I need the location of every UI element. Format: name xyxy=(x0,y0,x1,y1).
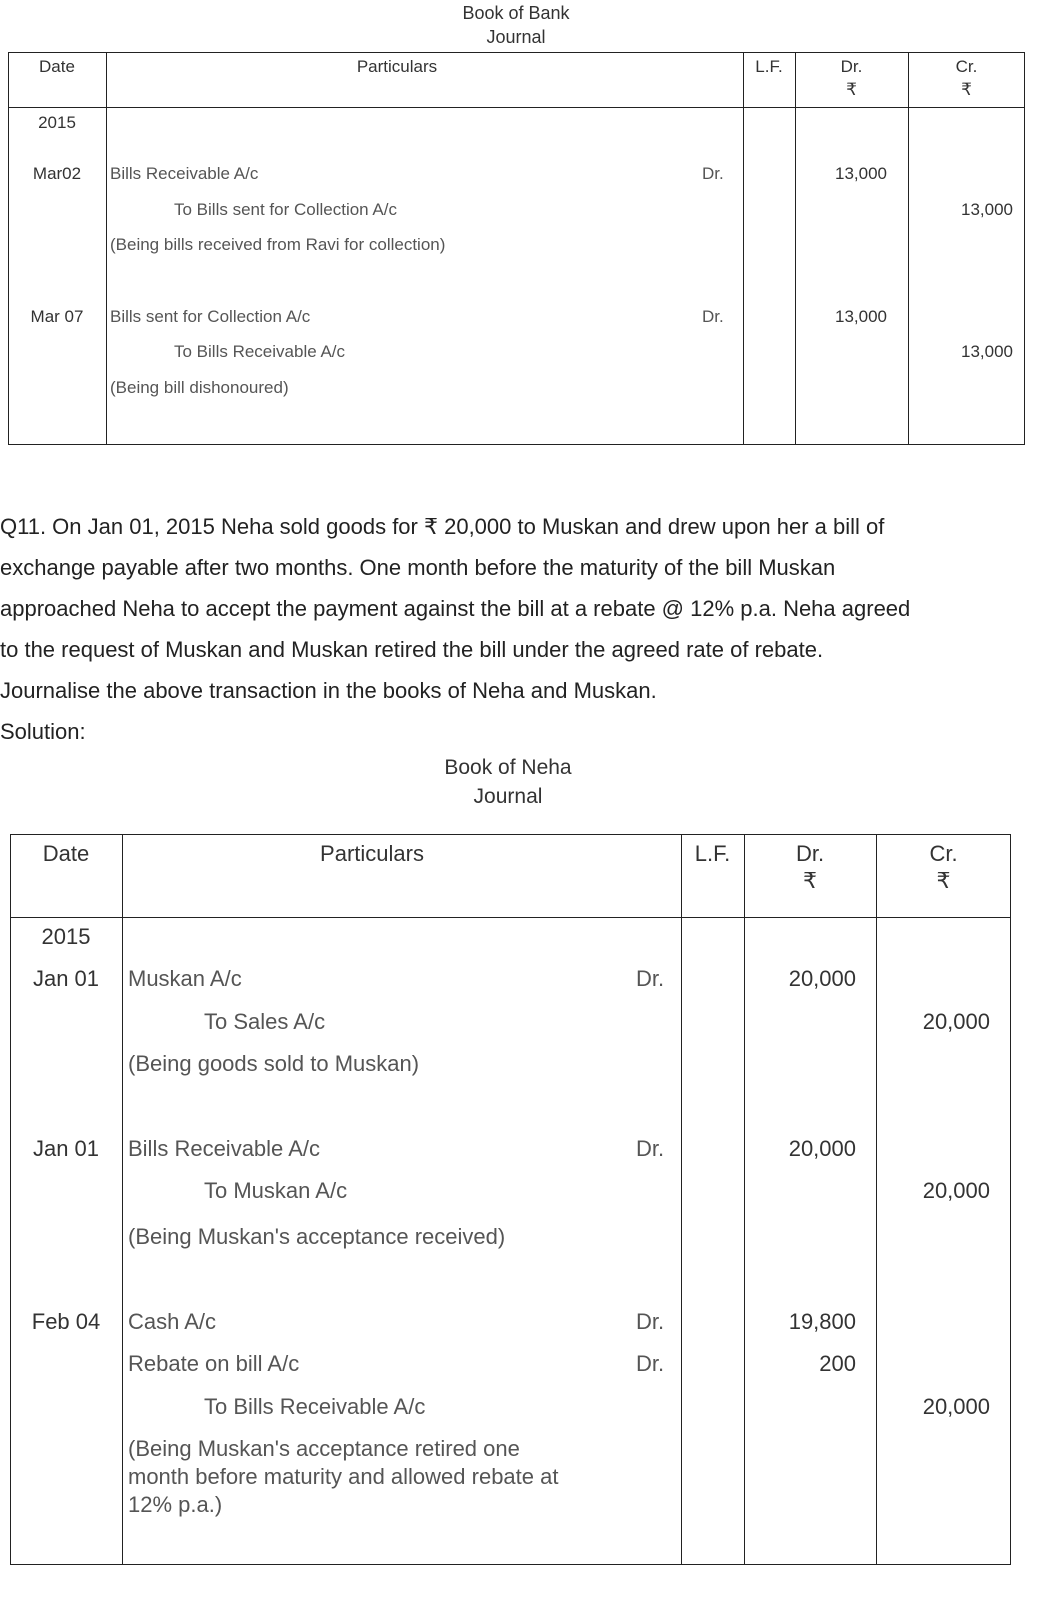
neha-entry-debit-amount: 20,000 xyxy=(788,966,856,991)
neha-entry-credit-amount: 20,000 xyxy=(922,1394,990,1419)
neha-entry-narration-line: (Being Muskan's acceptance retired one xyxy=(128,1436,520,1461)
bank-book-title: Book of Bank xyxy=(462,3,570,23)
bank-col-divider xyxy=(908,52,909,445)
neha-entry-dr-marker-2: Dr. xyxy=(636,1351,665,1376)
neha-entry-credit-amount: 20,000 xyxy=(922,1009,990,1034)
neha-entry-credit-amount: 20,000 xyxy=(922,1178,990,1203)
neha-entry-debit-account-2: Rebate on bill A/c xyxy=(128,1351,300,1376)
neha-col-divider xyxy=(681,834,682,1565)
bank-entry-dr-marker: Dr. xyxy=(702,164,724,183)
bank-col-divider xyxy=(743,52,744,445)
neha-col-divider xyxy=(744,834,745,1565)
neha-entry-debit-account: Cash A/c xyxy=(128,1309,217,1334)
neha-entry-date: Jan 01 xyxy=(32,966,100,991)
question-text xyxy=(0,506,1040,752)
bank-col-divider xyxy=(106,52,107,445)
bank-journal-title: Journal xyxy=(486,27,546,47)
neha-book-title: Book of Neha xyxy=(444,756,572,779)
neha-header-particulars: Particulars xyxy=(320,841,424,866)
neha-entry-debit-account: Muskan A/c xyxy=(128,966,242,991)
bank-entry-date: Mar02 xyxy=(32,164,82,183)
neha-col-divider xyxy=(122,834,123,1565)
neha-entry-debit-amount-2: 200 xyxy=(819,1351,856,1376)
bank-year: 2015 xyxy=(38,113,76,132)
neha-entry-date: Jan 01 xyxy=(32,1136,100,1161)
neha-header-dr: Dr. xyxy=(795,841,825,866)
neha-entry-credit-account: To Sales A/c xyxy=(204,1009,326,1034)
bank-col-divider xyxy=(795,52,796,445)
question-line: Journalise the above transaction in the books of Neha and Muskan. xyxy=(0,678,657,703)
question-line: exchange payable after two months. One month before the maturity of the bill Muskan xyxy=(0,555,836,580)
bank-header-dr-currency: ₹ xyxy=(846,80,857,99)
question-line: approached Neha to accept the payment against the bill at a rebate @ 12% p.a. Neha agreed xyxy=(0,596,911,621)
neha-header-dr-currency: ₹ xyxy=(803,868,817,893)
bank-entry-dr-marker: Dr. xyxy=(702,307,724,326)
bank-header-divider xyxy=(8,107,1025,108)
neha-entry-debit-amount: 19,800 xyxy=(788,1309,856,1334)
neha-entry-narration-line: 12% p.a.) xyxy=(128,1492,223,1517)
neha-entry-credit-account: To Bills Receivable A/c xyxy=(204,1394,426,1419)
neha-entry-dr-marker: Dr. xyxy=(636,966,665,991)
bank-entry-credit-account: To Bills Receivable A/c xyxy=(174,342,346,361)
neha-entry-narration-line: month before maturity and allowed rebate at xyxy=(128,1464,559,1489)
solution-label: Solution: xyxy=(0,719,86,744)
neha-header-cr: Cr. xyxy=(929,841,958,866)
neha-entry-debit-account: Bills Receivable A/c xyxy=(128,1136,320,1161)
neha-header-date: Date xyxy=(42,841,90,866)
bank-header-cr: Cr. xyxy=(955,57,978,76)
neha-year: 2015 xyxy=(41,924,91,949)
bank-header-particulars: Particulars xyxy=(356,57,438,76)
question-line: to the request of Muskan and Muskan retired the bill under the agreed rate of rebate. xyxy=(0,637,824,662)
neha-entry-narration: (Being Muskan's acceptance received) xyxy=(128,1224,506,1249)
bank-entry-credit-account: To Bills sent for Collection A/c xyxy=(174,200,397,219)
neha-journal-title: Journal xyxy=(473,785,543,808)
bank-header-cr-currency: ₹ xyxy=(961,80,972,99)
bank-entry-debit-account: Bills sent for Collection A/c xyxy=(110,307,311,326)
neha-header-divider xyxy=(10,917,1011,918)
bank-entry-credit-amount: 13,000 xyxy=(961,200,1013,219)
bank-entry-narration: (Being bills received from Ravi for collection) xyxy=(110,235,446,254)
neha-entry-date: Feb 04 xyxy=(31,1309,101,1334)
bank-entry-debit-amount: 13,000 xyxy=(835,307,887,326)
bank-entry-credit-amount: 13,000 xyxy=(961,342,1013,361)
neha-entry-credit-account: To Muskan A/c xyxy=(204,1178,348,1203)
bank-entry-debit-amount: 13,000 xyxy=(835,164,887,183)
neha-entry-dr-marker: Dr. xyxy=(636,1309,665,1334)
bank-entry-date: Mar 07 xyxy=(30,307,84,326)
bank-header-lf: L.F. xyxy=(755,57,783,76)
neha-header-lf: L.F. xyxy=(694,841,731,866)
bank-entry-narration: (Being bill dishonoured) xyxy=(110,378,289,397)
question-line: Q11. On Jan 01, 2015 Neha sold goods for ₹ 20,000 to Muskan and drew upon her a bill of xyxy=(0,514,885,539)
neha-entry-dr-marker: Dr. xyxy=(636,1136,665,1161)
neha-entry-debit-amount: 20,000 xyxy=(788,1136,856,1161)
neha-entry-narration: (Being goods sold to Muskan) xyxy=(128,1051,420,1076)
bank-header-date: Date xyxy=(39,57,75,76)
neha-header-cr-currency: ₹ xyxy=(936,868,951,893)
bank-header-dr: Dr. xyxy=(840,57,863,76)
bank-entry-debit-account: Bills Receivable A/c xyxy=(110,164,259,183)
